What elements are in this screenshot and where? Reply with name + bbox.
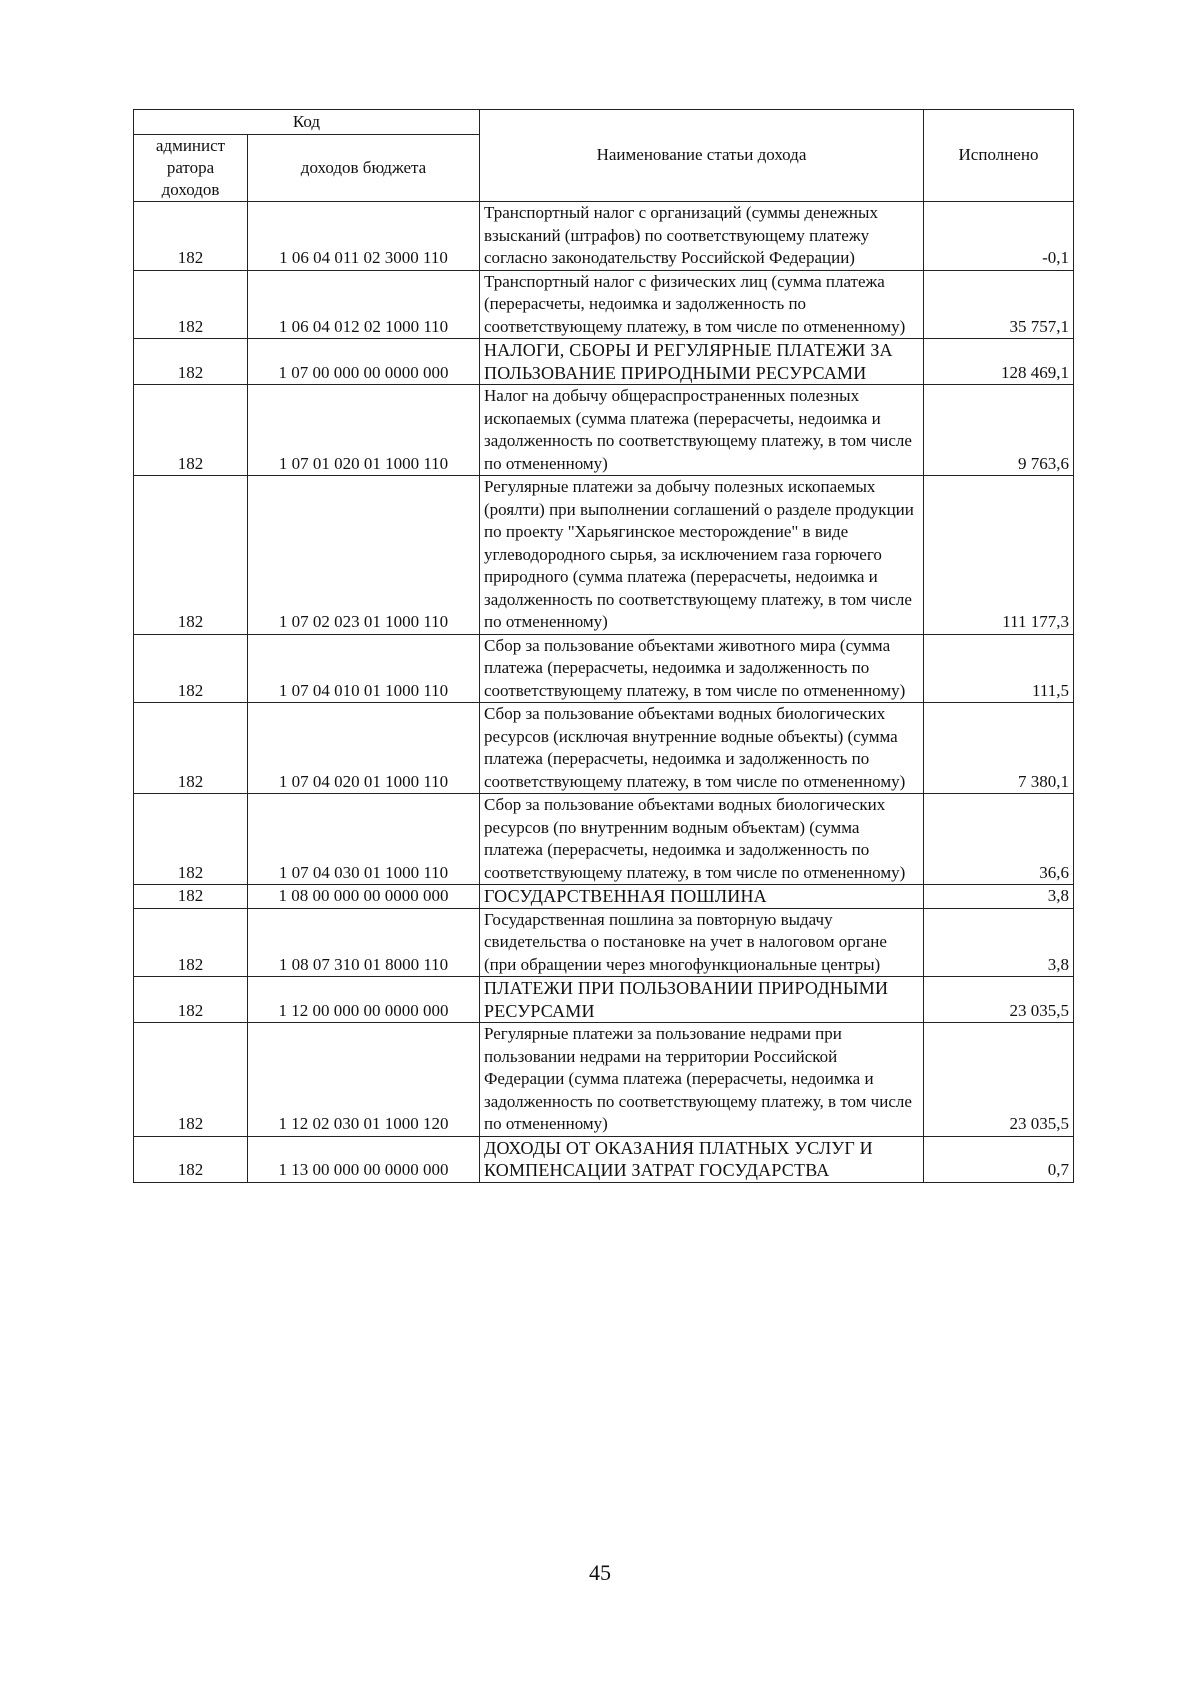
amount-cell: 111 177,3 — [924, 476, 1074, 635]
revenue-name-cell: Сбор за пользование объектами животного мира (сумма платежа (перерасчеты, недоимка и задолженность по соответствующему платежу, в том числе по отмененному) — [480, 634, 924, 703]
table-row — [134, 908, 1074, 977]
amount-cell: 128 469,1 — [924, 339, 1074, 385]
admin-code-cell: 182 — [134, 634, 248, 703]
admin-code-cell: 182 — [134, 794, 248, 885]
table-header — [134, 110, 1074, 202]
amount-cell: 111,5 — [924, 634, 1074, 703]
budget-code-cell: 1 13 00 000 00 0000 000 — [248, 1136, 480, 1182]
budget-code-cell: 1 07 01 020 01 1000 110 — [248, 385, 480, 476]
revenue-name-cell: Сбор за пользование объектами водных биологических ресурсов (исключая внутренние водные объекты) (сумма платежа (перерасчеты, недоимка и задолженность по соответствующему платежу, в том числе по отмененному) — [480, 703, 924, 794]
budget-code-cell: 1 08 00 000 00 0000 000 — [248, 885, 480, 909]
admin-code-cell: 182 — [134, 202, 248, 271]
header-admin: админист ратора доходов — [134, 135, 248, 202]
table-row — [134, 270, 1074, 339]
amount-cell: 23 035,5 — [924, 1023, 1074, 1137]
budget-code-cell: 1 07 04 010 01 1000 110 — [248, 634, 480, 703]
admin-code-cell: 182 — [134, 1023, 248, 1137]
budget-code-cell: 1 07 04 020 01 1000 110 — [248, 703, 480, 794]
table-row — [134, 794, 1074, 885]
revenue-name-cell: ГОСУДАРСТВЕННАЯ ПОШЛИНА — [480, 885, 924, 909]
admin-code-cell: 182 — [134, 885, 248, 909]
budget-code-cell: 1 07 02 023 01 1000 110 — [248, 476, 480, 635]
revenue-name-cell: Государственная пошлина за повторную выдачу свидетельства о постановке на учет в налоговом органе (при обращении через многофункциональные центры) — [480, 908, 924, 977]
table-body — [134, 202, 1074, 1183]
amount-cell: -0,1 — [924, 202, 1074, 271]
amount-cell: 35 757,1 — [924, 270, 1074, 339]
budget-code-cell: 1 06 04 012 02 1000 110 — [248, 270, 480, 339]
header-code: Код — [134, 110, 480, 135]
header-budget-code: доходов бюджета — [248, 135, 480, 202]
amount-cell: 36,6 — [924, 794, 1074, 885]
revenue-name-cell: Регулярные платежи за пользование недрами при пользовании недрами на территории Российской Федерации (сумма платежа (перерасчеты, недоимка и задолженность по соответствующему платежу, в том числе по отмененному) — [480, 1023, 924, 1137]
admin-code-cell: 182 — [134, 908, 248, 977]
amount-cell: 23 035,5 — [924, 977, 1074, 1023]
admin-code-cell: 182 — [134, 1136, 248, 1182]
revenue-name-cell: НАЛОГИ, СБОРЫ И РЕГУЛЯРНЫЕ ПЛАТЕЖИ ЗА ПОЛЬЗОВАНИЕ ПРИРОДНЫМИ РЕСУРСАМИ — [480, 339, 924, 385]
revenue-name-cell: ДОХОДЫ ОТ ОКАЗАНИЯ ПЛАТНЫХ УСЛУГ И КОМПЕНСАЦИИ ЗАТРАТ ГОСУДАРСТВА — [480, 1136, 924, 1182]
table-row — [134, 339, 1074, 385]
budget-code-cell: 1 06 04 011 02 3000 110 — [248, 202, 480, 271]
table-row — [134, 885, 1074, 909]
budget-code-cell: 1 07 00 000 00 0000 000 — [248, 339, 480, 385]
revenue-table — [133, 109, 1074, 1183]
revenue-name-cell: Регулярные платежи за добычу полезных ископаемых (роялти) при выполнении соглашений о разделе продукции по проекту "Харьягинское месторождение" в виде углеводородного сырья, за исключением газа горючего природного (сумма платежа (перерасчеты, недоимка и задолженность по соответствующему платежу, в том числе по отмененному) — [480, 476, 924, 635]
table-row — [134, 476, 1074, 635]
table-row — [134, 703, 1074, 794]
admin-code-cell: 182 — [134, 339, 248, 385]
budget-code-cell: 1 08 07 310 01 8000 110 — [248, 908, 480, 977]
table-row — [134, 385, 1074, 476]
amount-cell: 3,8 — [924, 908, 1074, 977]
admin-code-cell: 182 — [134, 476, 248, 635]
budget-code-cell: 1 07 04 030 01 1000 110 — [248, 794, 480, 885]
budget-code-cell: 1 12 00 000 00 0000 000 — [248, 977, 480, 1023]
page-number: 45 — [589, 1560, 611, 1585]
amount-cell: 0,7 — [924, 1136, 1074, 1182]
revenue-name-cell: Сбор за пользование объектами водных биологических ресурсов (по внутренним водным объектам) (сумма платежа (перерасчеты, недоимка и задолженность по соответствующему платежу, в том числе по отмененному) — [480, 794, 924, 885]
revenue-name-cell: Транспортный налог с организаций (суммы денежных взысканий (штрафов) по соответствующему платежу согласно законодательству Российской Федерации) — [480, 202, 924, 271]
table-row — [134, 1023, 1074, 1137]
revenue-name-cell: Транспортный налог с физических лиц (сумма платежа (перерасчеты, недоимка и задолженность по соответствующему платежу, в том числе по отмененному) — [480, 270, 924, 339]
admin-code-cell: 182 — [134, 270, 248, 339]
table-row — [134, 977, 1074, 1023]
revenue-name-cell: Налог на добычу общераспространенных полезных ископаемых (сумма платежа (перерасчеты, недоимка и задолженность по соответствующему платежу, в том числе по отмененному) — [480, 385, 924, 476]
amount-cell: 7 380,1 — [924, 703, 1074, 794]
table-row — [134, 1136, 1074, 1182]
revenue-name-cell: ПЛАТЕЖИ ПРИ ПОЛЬЗОВАНИИ ПРИРОДНЫМИ РЕСУРСАМИ — [480, 977, 924, 1023]
amount-cell: 9 763,6 — [924, 385, 1074, 476]
admin-code-cell: 182 — [134, 385, 248, 476]
header-amount: Исполнено — [924, 110, 1074, 202]
budget-code-cell: 1 12 02 030 01 1000 120 — [248, 1023, 480, 1137]
table-row — [134, 202, 1074, 271]
amount-cell: 3,8 — [924, 885, 1074, 909]
table-row — [134, 634, 1074, 703]
admin-code-cell: 182 — [134, 977, 248, 1023]
admin-code-cell: 182 — [134, 703, 248, 794]
header-name: Наименование статьи дохода — [480, 110, 924, 202]
